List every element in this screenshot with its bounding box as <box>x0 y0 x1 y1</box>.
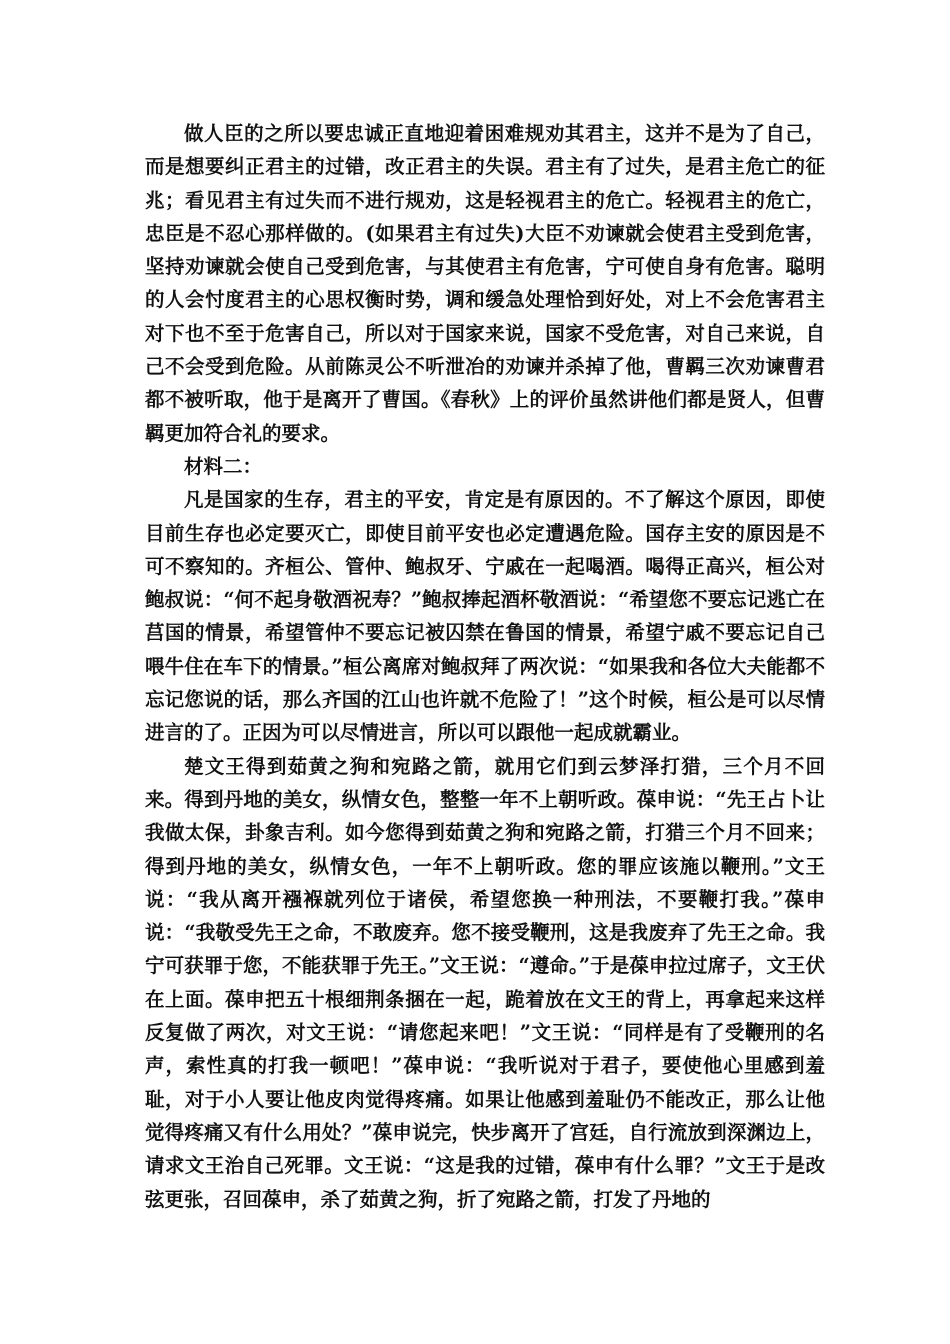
paragraph-duke-huan: 凡是国家的生存，君主的平安，肯定是有原因的。不了解这个原因，即使目前生存也必定要灭亡，即使目前平安也必定遭遇危险。国存主安的原因是不可不察知的。齐桓公、管仲、鲍叔牙、宁戚在一起喝酒。喝得正高兴，桓公对鲍叔说：“何不起身敬酒祝寿？”鲍叔捧起酒杯敬酒说：“希望您不要忘记逃亡在莒国的情景，希望管仲不要忘记被囚禁在鲁国的情景，希望宁戚不要忘记自己喂牛住在车下的情景。”桓公离席对鲍叔拜了两次说：“如果我和各位大夫能都不忘记您说的话，那么齐国的江山也许就不危险了！”这个时候，桓公是可以尽情进言的了。正因为可以尽情进言，所以可以跟他一起成就霸业。 <box>145 488 825 745</box>
paragraph-loyal-ministers: 做人臣的之所以要忠诚正直地迎着困难规劝其君主，这并不是为了自己，而是想要纠正君主的过错，改正君主的失误。君主有了过失，是君主危亡的征兆；看见君主有过失而不进行规劝，这是轻视君主的危亡。轻视君主的危亡，忠臣是不忍心那样做的。(如果君主有过失)大臣不劝谏就会使君主受到危害，坚持劝谏就会使自己受到危害，与其使君主有危害，宁可使自身有危害。聪明的人会忖度君主的心思权衡时势，调和缓急处理恰到好处，对上不会危害君主对下也不至于危害自己，所以对于国家来说，国家不受危害，对自己来说，自己不会受到危险。从前陈灵公不听泄冶的劝谏并杀掉了他，曹羁三次劝谏曹君都不被听取，他于是离开了曹国。《春秋》上的评价虽然讲他们都是贤人，但曹羁更加符合礼的要求。 <box>145 122 825 445</box>
document-page <box>145 117 825 1216</box>
section-heading-material-two: 材料二： <box>184 454 263 478</box>
paragraph-king-wen-of-chu: 楚文王得到茹黄之狗和宛路之箭，就用它们到云梦泽打猎，三个月不回来。得到丹地的美女，纵情女色，整整一年不上朝听政。葆申说：“先王占卜让我做太保，卦象吉利。如今您得到茹黄之狗和宛路之箭，打猎三个月不回来；得到丹地的美女，纵情女色，一年不上朝听政。您的罪应该施以鞭刑。”文王说：“我从离开襁褓就列位于诸侯，希望您换一种刑法，不要鞭打我。”葆申说：“我敬受先王之命，不敢废弃。您不接受鞭刑，这是我废弃了先王之命。我宁可获罪于您，不能获罪于先王。”文王说：“遵命。”于是葆申拉过席子，文王伏在上面。葆申把五十根细荆条捆在一起，跪着放在文王的背上，再拿起来这样反复做了两次，对文王说：“请您起来吧！”文王说：“同样是有了受鞭刑的名声，索性真的打我一顿吧！”葆申说：“我听说对于君子，要使他心里感到羞耻，对于小人要让他皮肉觉得疼痛。如果让他感到羞耻仍不能改正，那么让他觉得疼痛又有什么用处？”葆申说完，快步离开了宫廷，自行流放到深渊边上，请求文王治自己死罪。文王说：“这是我的过错，葆申有什么罪？”文王于是改弦更张，召回葆申，杀了茹黄之狗，折了宛路之箭，打发了丹地的 <box>145 754 825 1211</box>
